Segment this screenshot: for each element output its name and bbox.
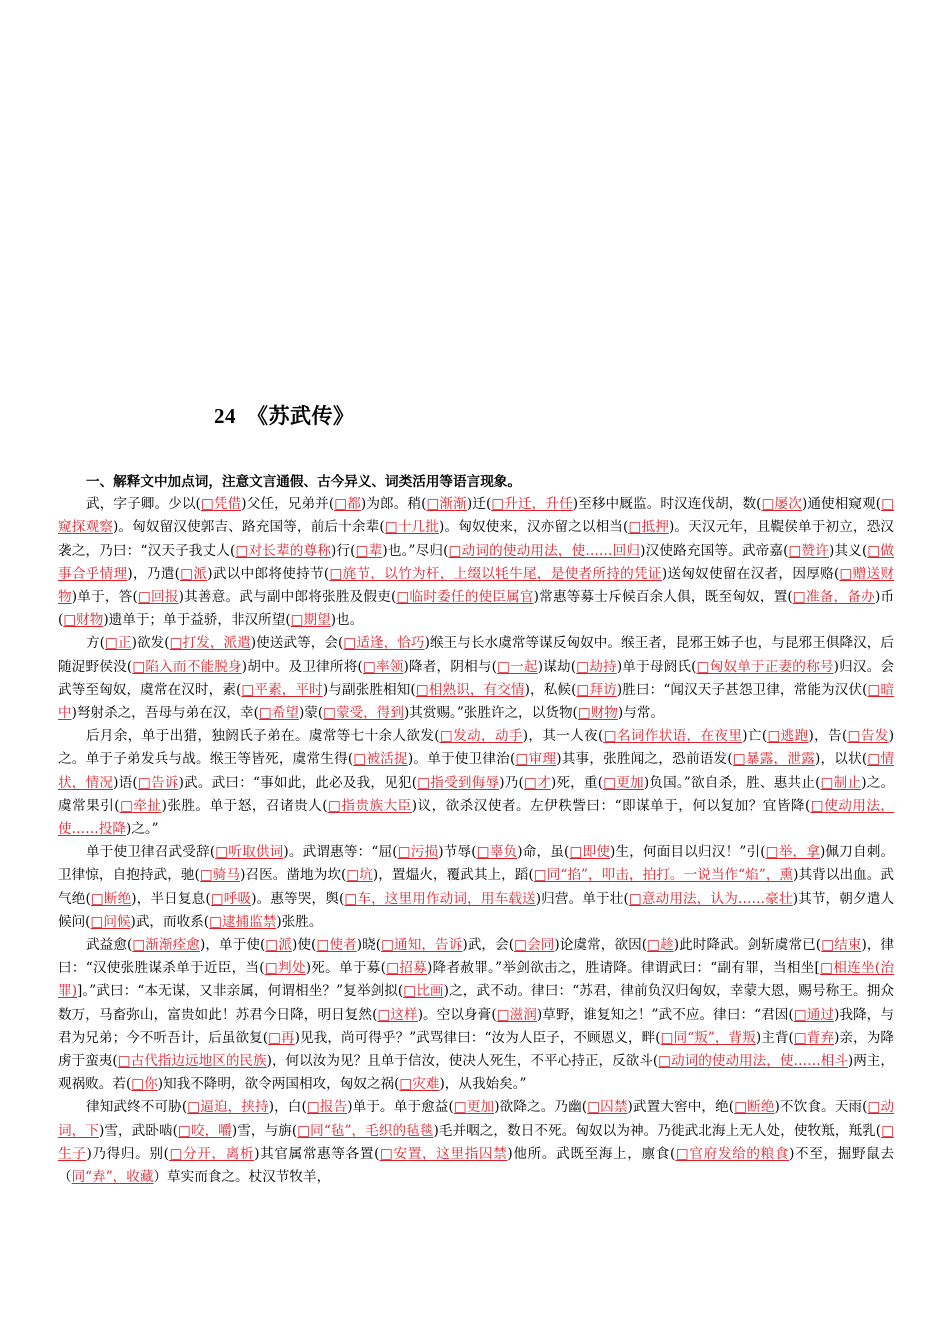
text-segment: )，白( [268, 1099, 307, 1116]
annotation: □财物 [577, 705, 618, 722]
annotation: □陷入而不能脱身 [132, 658, 242, 675]
text-segment: )与副张胜相知( [322, 681, 416, 698]
text-segment: )见我，尚可得乎？”武骂律曰：“汝为人臣子，不顾恩义，畔( [294, 1029, 661, 1046]
text-segment: )武置大窖中，绝( [627, 1099, 735, 1116]
annotation: □古代指边远地区的民族 [117, 1053, 267, 1070]
annotation: □做事合乎情理 [58, 542, 895, 582]
annotation: □动词的使动用法，使……相斗 [658, 1053, 848, 1070]
text-segment: )，单于使( [199, 937, 266, 954]
text-segment: )父任，兄弟并( [241, 496, 335, 513]
text-segment: )主背( [755, 1029, 794, 1046]
annotation: □你 [131, 1076, 158, 1093]
text-segment: )语( [113, 774, 138, 791]
text-segment: )张胜。 [276, 913, 323, 930]
text-segment: )欲发( [131, 635, 170, 652]
annotation: □车，这里用作动词，用车载送 [344, 890, 536, 907]
text-segment: )节辱( [438, 844, 477, 861]
text-segment: )论虞常，欲因( [554, 937, 648, 954]
text-segment: )雪，与旃( [231, 1122, 298, 1139]
text-segment: 律知武终不可胁( [86, 1099, 188, 1116]
annotation: □指贵族大臣 [327, 797, 412, 814]
annotation: □对长辈的尊称 [235, 542, 331, 559]
text-segment: )蒙( [298, 705, 324, 722]
text-segment: )。空以身膏( [417, 1006, 497, 1023]
text-segment: )张胜。单于怒，召诸贵人( [161, 797, 328, 814]
text-segment: )其义( [829, 542, 868, 559]
annotation: □再 [268, 1029, 295, 1046]
text-segment: )，从我始矣。” [439, 1076, 527, 1093]
text-segment: )乃得归。别( [86, 1145, 169, 1162]
annotation: □分开，离析 [168, 1145, 255, 1162]
annotation: □比画 [403, 983, 444, 1000]
annotation: □咬，嚼 [177, 1122, 232, 1139]
annotation: □报告 [306, 1099, 348, 1116]
annotation: □同“掐”，叩击，拍打。一说当作“焰”，熏 [533, 867, 794, 884]
text-segment: )其事，张胜闻之，恐前语发( [556, 751, 733, 768]
annotation: □审理 [515, 751, 557, 768]
text-segment: )与常。 [617, 705, 664, 722]
text-segment: )，置煴火，覆武其上，蹈( [372, 867, 534, 884]
text-segment: )。天汉元年，且鞮侯单于初立，恐汉袭之，乃曰：“汉天子我丈人( [58, 519, 895, 559]
text-segment: )汉使路充国等。武帝嘉( [640, 542, 789, 559]
annotation: □赞许 [788, 542, 830, 559]
annotation: □告诉 [137, 774, 179, 791]
text-segment: )，私候( [524, 681, 577, 698]
annotation: □同“毡”，毛织的毡毯 [297, 1122, 434, 1139]
text-segment: )佩刀自刺。卫律惊，自抱持武，驰( [58, 844, 895, 884]
annotation: □使动用法，使……投降 [58, 797, 895, 838]
annotation: □污损 [397, 844, 439, 861]
annotation: □屡次 [761, 496, 802, 513]
annotation: □举，拿 [765, 844, 820, 861]
annotation: □趁 [647, 937, 674, 954]
text-segment: )使送武等，会( [250, 635, 344, 652]
text-segment: )雪，武卧啮( [98, 1122, 178, 1139]
text-segment: )至移中厩监。时汉连伐胡，数( [572, 496, 762, 513]
text-segment: )，律曰：“汉使张胜谋杀单于近臣，当( [58, 937, 895, 977]
text-segment: )武，会( [462, 937, 515, 954]
annotation: □坑 [346, 867, 373, 884]
text-segment: )单于，答( [71, 589, 138, 606]
annotation: □情状，情况 [58, 751, 895, 791]
annotation: □率领 [362, 658, 404, 675]
text-segment: )不至，掘野鼠去（ [58, 1145, 895, 1186]
annotation: □回报 [137, 589, 179, 606]
text-segment: )议，欲杀汉使者。左伊秩訾曰：“即谋单于，何以复加？宜皆降( [411, 797, 811, 814]
text-segment: )。单于使卫律治( [407, 751, 516, 768]
text-segment: )降者，阴相与( [403, 658, 497, 675]
text-segment: ）草实而食之。杖汉节牧羊， [153, 1169, 331, 1186]
annotation: □更加 [603, 774, 644, 791]
text-segment: )降者赦罪。”举剑欲击之，胜请降。律谓武曰：“副有罪，当相坐[ [427, 960, 820, 977]
text-segment: )谋劫( [537, 658, 577, 675]
annotation: □即使 [569, 844, 611, 861]
text-segment: )他所。武既至海上，廪食( [507, 1145, 676, 1162]
annotation: □都 [334, 496, 361, 513]
paragraph-1 [58, 493, 894, 632]
annotation: □更加 [453, 1099, 495, 1116]
paragraph-3 [58, 725, 894, 841]
annotation: □动词，下 [58, 1099, 895, 1139]
text-segment: )，何以汝为见？且单于信汝，使决人死生，不平心持正，反欲斗( [266, 1053, 659, 1070]
annotation: □匈奴单于正妻的称号 [696, 658, 834, 675]
annotation: □逮捕监禁 [209, 913, 277, 930]
text-segment: )单于。单于愈益( [347, 1099, 454, 1116]
annotation: □背弃 [793, 1029, 835, 1046]
text-segment: )其背以出血。武气绝( [58, 867, 895, 907]
text-segment: )不饮食。天雨( [774, 1099, 868, 1116]
annotation: □会同 [514, 937, 555, 954]
annotation: □指受到侮辱 [417, 774, 500, 791]
text-segment: )毛并咽之，数日不死。匈奴以为神。乃徙武北海上无人处，使牧羝，羝乳( [433, 1122, 882, 1139]
text-segment: )也。”尽归( [382, 542, 449, 559]
text-segment: )，半日复息( [131, 890, 211, 907]
annotation: □生子 [58, 1122, 895, 1162]
annotation: □囚禁 [587, 1099, 628, 1116]
annotation: □窥探观察 [58, 496, 895, 536]
annotation: □动词的使动用法，使……回归 [448, 542, 641, 559]
text-segment: 单于使卫律召武受辞( [86, 844, 216, 861]
text-segment: )负国。”欲自杀，胜、惠共止( [643, 774, 821, 791]
annotation: □渐渐痊愈 [132, 937, 200, 954]
annotation: □安置，这里指囚禁 [379, 1145, 508, 1162]
text-segment: )。武谓惠等：“屈( [283, 844, 398, 861]
text-segment: )胡中。及卫律所将( [241, 658, 363, 675]
annotation: □派 [179, 565, 208, 582]
annotation: 同“弆”，收藏 [71, 1169, 154, 1186]
annotation: □招募 [385, 960, 428, 977]
text-segment: )此时降武。剑斩虞常已( [673, 937, 822, 954]
text-segment: )知我不降明，欲令两国相攻，匈奴之祸( [157, 1076, 400, 1093]
text-segment: )之。” [125, 821, 159, 838]
text-segment: )归汉。会武等至匈奴，虞常在汉时，素( [58, 658, 895, 698]
text-segment: )乃( [499, 774, 524, 791]
annotation: □财物 [63, 612, 104, 629]
text-segment: 武，字子卿。少以( [86, 496, 201, 513]
annotation: □通过 [793, 1006, 835, 1023]
text-segment: )单于母阏氏( [616, 658, 697, 675]
text-segment: )其官属常惠等各置( [254, 1145, 380, 1162]
text-segment: )遗单于；单于益骄，非汉所望( [103, 612, 291, 629]
annotation: □相熟识，有交情 [415, 681, 525, 698]
annotation: □使者 [316, 937, 357, 954]
paragraph-6 [58, 1096, 894, 1189]
text-segment: )亲，为降虏于蛮夷( [58, 1029, 894, 1070]
text-segment: )两主，观祸败。若( [58, 1053, 895, 1093]
annotation: □暗中 [58, 681, 895, 722]
text-segment: ]。”武曰：“本无谋，又非亲属，何谓相坐？”复举剑拟( [77, 983, 404, 1000]
text-segment: )其赏赐。”张胜许之，以货物( [403, 705, 578, 722]
annotation: □平素，平时 [241, 681, 323, 698]
text-segment: )武以中郎将使持节( [207, 565, 330, 582]
annotation: □通知，告诉 [381, 937, 463, 954]
text-segment: )归营。单于壮( [535, 890, 629, 907]
annotation: □判处 [264, 960, 306, 977]
text-segment: )，其一人夜( [522, 728, 604, 745]
passage [58, 493, 894, 1189]
text-segment: )币( [58, 589, 895, 629]
text-segment: )行( [330, 542, 356, 559]
text-segment: )使( [292, 937, 317, 954]
text-segment: )也。 [330, 612, 364, 629]
text-segment: )为郎。稍( [360, 496, 427, 513]
annotation: □升迁，升任 [491, 496, 573, 513]
paragraph-2 [58, 632, 894, 725]
annotation: □官府发给的粮食 [675, 1145, 790, 1162]
text-segment: )我降，与君为兄弟；今不听吾计，后虽欲复( [58, 1006, 894, 1046]
section-heading: 一、解释文中加点词，注意文言通假、古今异义、词类活用等语言现象。 [86, 474, 521, 489]
text-segment: 武益愈( [86, 937, 133, 954]
annotation: □听取供词 [215, 844, 284, 861]
text-segment: )送匈奴使留在汉者，因厚赂( [661, 565, 840, 582]
text-segment: )死。单于募( [305, 960, 386, 977]
annotation: □这样 [377, 1006, 418, 1023]
annotation: □打发，派遣 [169, 635, 251, 652]
annotation: □准备，备办 [792, 589, 875, 606]
annotation: □断绝 [90, 890, 132, 907]
text-segment: )晓( [356, 937, 382, 954]
annotation: □渐渐 [426, 496, 467, 513]
text-segment: )。惠等哭，舆( [251, 890, 345, 907]
annotation: □希望 [258, 705, 299, 722]
text-segment: )，告( [808, 728, 848, 745]
document-body [58, 470, 894, 1189]
text-segment: )其善意。武与副中郎将张胜及假吏( [178, 589, 397, 606]
annotation: □临时委任的使臣属官 [396, 589, 534, 606]
annotation: □制止 [820, 774, 862, 791]
annotation: □被活捉 [353, 751, 408, 768]
annotation: □呼吸 [210, 890, 252, 907]
annotation: □同“叛”，背叛 [660, 1029, 756, 1046]
annotation: □灾难 [399, 1076, 440, 1093]
paragraph-4 [58, 841, 894, 934]
text-segment: )，以状( [814, 751, 868, 768]
text-segment: )。匈奴留汉使郭吉、路充国等，前后十余辈( [112, 519, 385, 536]
text-segment: )胜曰：“闻汉天子甚怨卫律，常能为汉伏( [616, 681, 868, 698]
text-segment: )之，武不动。律曰：“苏君，律前负汉归匈奴，幸蒙大恩，赐号称王。拥众数万，马畜弥山，富贵如此！苏君今日降，明日复然( [58, 983, 894, 1023]
text-segment: )武，而收系( [130, 913, 210, 930]
annotation: □牵扯 [119, 797, 162, 814]
annotation: □一起 [496, 658, 538, 675]
annotation: □劫持 [576, 658, 617, 675]
text-segment: )召医。凿地为坎( [240, 867, 347, 884]
annotation: □适逢，恰巧 [343, 635, 425, 652]
page-title: 24 《苏武传》 [214, 404, 355, 428]
annotation: □才 [523, 774, 551, 791]
text-segment: )。匈奴使来，汉亦留之以相当( [439, 519, 629, 536]
paragraph-5 [58, 934, 894, 1096]
text-segment: )之。虞常果引( [58, 774, 895, 814]
text-segment: )其节，朝夕遣人候问( [58, 890, 895, 930]
annotation: □结束 [821, 937, 862, 954]
annotation: □赠送财物 [58, 565, 895, 606]
annotation: □逃跑 [767, 728, 809, 745]
annotation: □问候 [90, 913, 131, 930]
text-segment: )欲降之。乃幽( [494, 1099, 588, 1116]
annotation: □凭借 [200, 496, 242, 513]
annotation: □派 [265, 937, 293, 954]
annotation: □拜访 [576, 681, 617, 698]
annotation: □发动，动手 [439, 728, 523, 745]
annotation: □暴露，泄露 [732, 751, 815, 768]
text-segment: )迁( [466, 496, 492, 513]
annotation: □正 [104, 635, 132, 652]
text-segment: )草野，谁复知之！”武不应。律曰：“君因( [536, 1006, 794, 1023]
text-segment: )之。单于子弟发兵与战。缑王等皆死，虞常生得( [58, 728, 895, 768]
annotation: □期望 [290, 612, 331, 629]
text-segment: )缑王与长水虞常等谋反匈奴中。缑王者，昆邪王姊子也，与昆邪王俱降汉，后随浞野侯没( [58, 635, 895, 675]
text-segment: )，乃遣( [127, 565, 180, 582]
annotation: □相连坐(治罪) [58, 960, 894, 1000]
text-segment: 后月余，单于出猎，独阏氏子弟在。虞常等七十余人欲发( [86, 728, 440, 745]
text-segment: )亡( [742, 728, 768, 745]
text-segment: )武。武曰：“事如此，此必及我，见犯( [178, 774, 418, 791]
annotation: □名词作状语，在夜里 [603, 728, 743, 745]
text-segment: )通使相窥观( [801, 496, 882, 513]
text-segment: )常惠等募士斥候百余人俱，既至匈奴，置( [533, 589, 793, 606]
annotation: □蒙受，得到 [323, 705, 404, 722]
text-segment: )死，重( [550, 774, 603, 791]
text-segment: 方( [86, 635, 105, 652]
annotation: □滋润 [496, 1006, 537, 1023]
annotation: □辈 [355, 542, 383, 559]
annotation: □辜负 [476, 844, 518, 861]
annotation: □断绝 [734, 1099, 775, 1116]
annotation: □逼迫，挟持 [187, 1099, 269, 1116]
annotation: □骑马 [199, 867, 241, 884]
annotation: □意动用法，认为……豪壮 [628, 890, 793, 907]
text-segment: )生，何面目以归汉！”引( [610, 844, 766, 861]
annotation: □抵押 [628, 519, 669, 536]
annotation: □旄节，以竹为杆，上缀以牦牛尾，是使者所持的凭证 [329, 565, 662, 582]
text-segment: )命，虽( [517, 844, 570, 861]
annotation: □告发 [847, 728, 889, 745]
text-segment: )弩射杀之，吾母与弟在汉，幸( [71, 705, 259, 722]
annotation: □十几批 [384, 519, 440, 536]
